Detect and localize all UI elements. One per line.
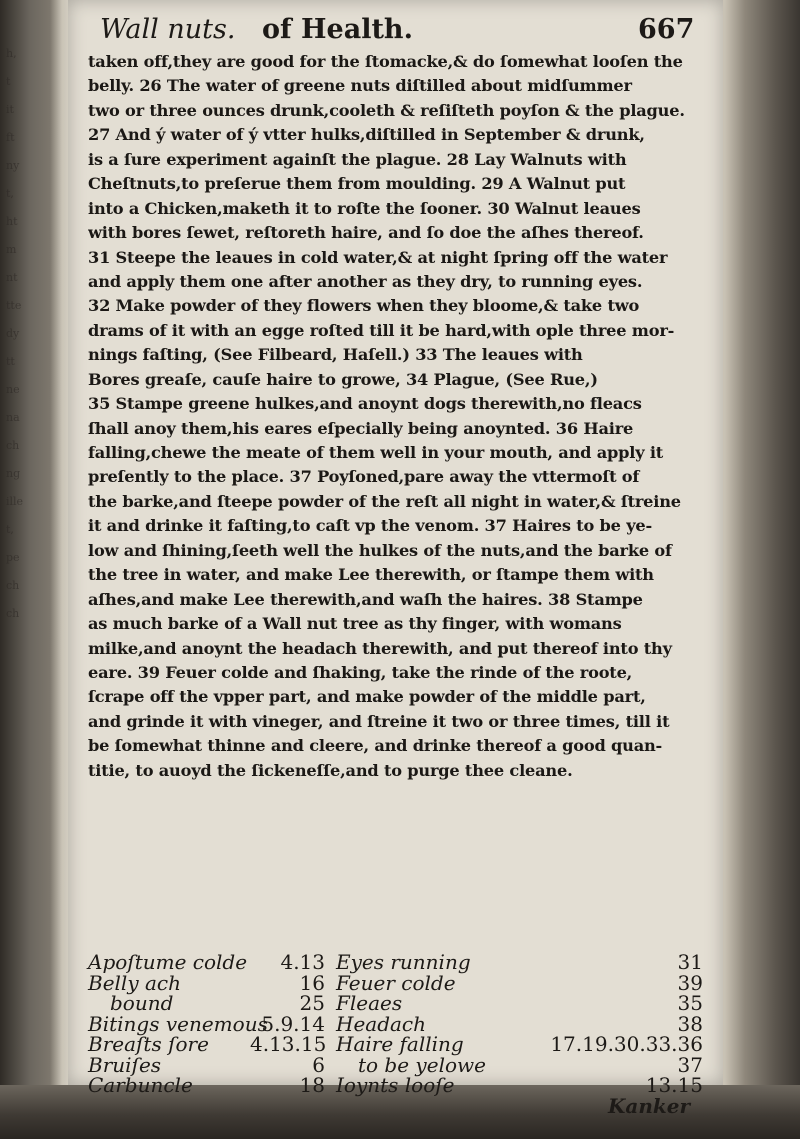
bleed-fragment: h, xyxy=(6,47,17,60)
catchword: Kanker xyxy=(608,1093,691,1118)
body-text xyxy=(88,50,700,783)
index-table xyxy=(88,950,703,1118)
text-line: into a Chicken,maketh it to roſte the ſooner. 30 Walnut leaues xyxy=(88,198,641,218)
bleed-fragment: tte xyxy=(6,299,22,312)
text-line: and apply them one after another as they dry, to running eyes. xyxy=(88,271,643,291)
text-line: drams of it with an egge roſted till it be hard,with ople three mor- xyxy=(88,320,675,340)
bleed-fragment: ng xyxy=(6,467,21,480)
index-ref: 39 xyxy=(677,970,703,995)
text-line: low and ſhining,ſeeth well the hulkes of the nuts,and the barke of xyxy=(88,540,672,560)
bleed-fragment: ch xyxy=(6,439,20,452)
text-line: it and drinke it faſting,to caſt vp the venom. 37 Haires to be ye- xyxy=(88,516,653,536)
text-line: and grinde it with vineger, and ſtreine it two or three times, till it xyxy=(88,711,670,731)
text-line: aſhes,and make Lee therewith,and waſh the haires. 38 Stampe xyxy=(88,589,643,609)
facing-page-bleed xyxy=(6,40,54,1060)
text-line: preſently to the place. 37 Poyſoned,pare away the vttermoſt of xyxy=(88,467,640,487)
index-ref: 31 xyxy=(677,950,703,974)
index-ref: 4.13 xyxy=(280,950,325,974)
text-line: Cheſtnuts,to preſerue them from moulding. 29 A Walnut put xyxy=(88,174,626,194)
text-line: is a ſure experiment againſt the plague. 28 Lay Walnuts with xyxy=(88,149,627,169)
text-line: taken off,they are good for the ſtomacke,& do ſomewhat looſen the xyxy=(88,52,683,71)
bleed-fragment: na xyxy=(6,411,20,424)
text-line: 31 Steepe the leaues in cold water,& at night ſpring off the water xyxy=(88,247,668,267)
text-line: Bores greaſe, cauſe haire to growe, 34 Plague, (See Rue,) xyxy=(88,369,598,389)
bleed-fragment: ch xyxy=(6,579,20,592)
bleed-fragment: t xyxy=(6,75,11,88)
text-line: the barke,and ſteepe powder of the reſt all night in water,& ſtreine xyxy=(88,491,681,511)
index-term: Apoſtume colde xyxy=(88,950,248,974)
index-term: Carbuncle xyxy=(88,1073,193,1097)
running-header xyxy=(100,14,700,50)
index-ref: 16 xyxy=(299,970,325,995)
text-line: falling,chewe the meate of them well in your mouth, and apply it xyxy=(88,443,664,462)
text-line: ſhall anoy them,his eares eſpecially being anoynted. 36 Haire xyxy=(88,418,634,438)
text-line: 32 Make powder of they flowers when they bloome,& take two xyxy=(88,296,640,316)
text-line: eare. 39 Feuer colde and ſhaking, take the rinde of the roote, xyxy=(88,662,633,682)
bleed-fragment: ne xyxy=(6,383,20,396)
bleed-fragment: ht xyxy=(6,215,18,228)
bleed-fragment: ch xyxy=(6,607,20,620)
index-ref: 6 xyxy=(312,1052,325,1077)
bleed-fragment: it xyxy=(6,103,14,116)
text-line: the tree in water, and make Lee therewith, or ſtampe them with xyxy=(88,565,654,585)
index-term: Ioynts looſe xyxy=(336,1073,455,1097)
index-ref: 13.15 xyxy=(645,1073,703,1097)
index-ref: 18 xyxy=(299,1073,325,1097)
bleed-fragment: m xyxy=(6,243,17,256)
bleed-fragment: pe xyxy=(6,551,20,564)
text-line: nings faſting, (See Filbeard, Haſell.) 33 The leaues with xyxy=(88,345,583,365)
index-term: Eyes running xyxy=(336,950,471,974)
index-ref: 37 xyxy=(677,1052,703,1077)
index-ref: 35 xyxy=(677,991,703,1015)
text-line: as much barke of a Wall nut tree as thy finger, with womans xyxy=(88,614,622,634)
text-line: be ſomewhat thinne and cleere, and drinke thereof a good quan- xyxy=(88,736,663,756)
index-term: Belly ach xyxy=(88,970,181,995)
index-term: Haire falling xyxy=(336,1032,464,1056)
text-line: two or three ounces drunk,cooleth & reſiſteth poyſon & the plague. xyxy=(88,100,685,120)
text-line: titie, to auoyd the ſickeneſſe,and to purge thee cleane. xyxy=(88,760,573,780)
index-term: Bruiſes xyxy=(88,1052,162,1077)
bleed-fragment: ille xyxy=(6,495,24,508)
text-line: ſcrape off the vpper part, and make powder of the middle part, xyxy=(88,687,646,707)
index-term: Feuer colde xyxy=(336,970,456,995)
index-term: Bitings venemous xyxy=(88,1011,268,1036)
text-line: belly. 26 The water of greene nuts diſtilled about midſummer xyxy=(88,76,632,96)
bleed-fragment: tt xyxy=(6,355,15,368)
page-number: 667 xyxy=(638,14,695,45)
text-line: milke,and anoynt the headach therewith, and put thereof into thy xyxy=(88,638,672,658)
index-term: to be yelowe xyxy=(358,1052,486,1077)
bleed-fragment: t, xyxy=(6,523,14,536)
index-term: bound xyxy=(110,991,174,1015)
bleed-fragment: dy xyxy=(6,327,20,340)
index-term: Headach xyxy=(336,1011,427,1036)
index-ref: 38 xyxy=(677,1011,703,1036)
index-ref: 17.19.30.33.36 xyxy=(550,1032,703,1056)
text-line: 27 And ý water of ý vtter hulks,diſtilled in September & drunk, xyxy=(88,125,645,145)
index-term: Fleaes xyxy=(336,991,403,1015)
text-line: with bores ſewet, reſtoreth haire, and ſo doe the aſhes thereof. xyxy=(88,223,644,243)
bleed-fragment: nt xyxy=(6,271,18,284)
bleed-fragment: ny xyxy=(6,159,20,172)
header-left: Wall nuts. xyxy=(100,14,236,45)
index-ref: 4.13.15 xyxy=(250,1032,327,1056)
bleed-fragment: ft xyxy=(6,131,15,144)
header-middle: of Health. xyxy=(262,14,413,45)
index-ref: 25 xyxy=(299,991,325,1015)
index-ref: 5.9.14 xyxy=(261,1011,325,1036)
catchword-row xyxy=(88,1094,703,1117)
bleed-fragment: t, xyxy=(6,187,14,200)
text-line: 35 Stampe greene hulkes,and anoynt dogs therewith,no fleacs xyxy=(88,394,642,414)
index-term: Breaſts ſore xyxy=(88,1032,209,1056)
